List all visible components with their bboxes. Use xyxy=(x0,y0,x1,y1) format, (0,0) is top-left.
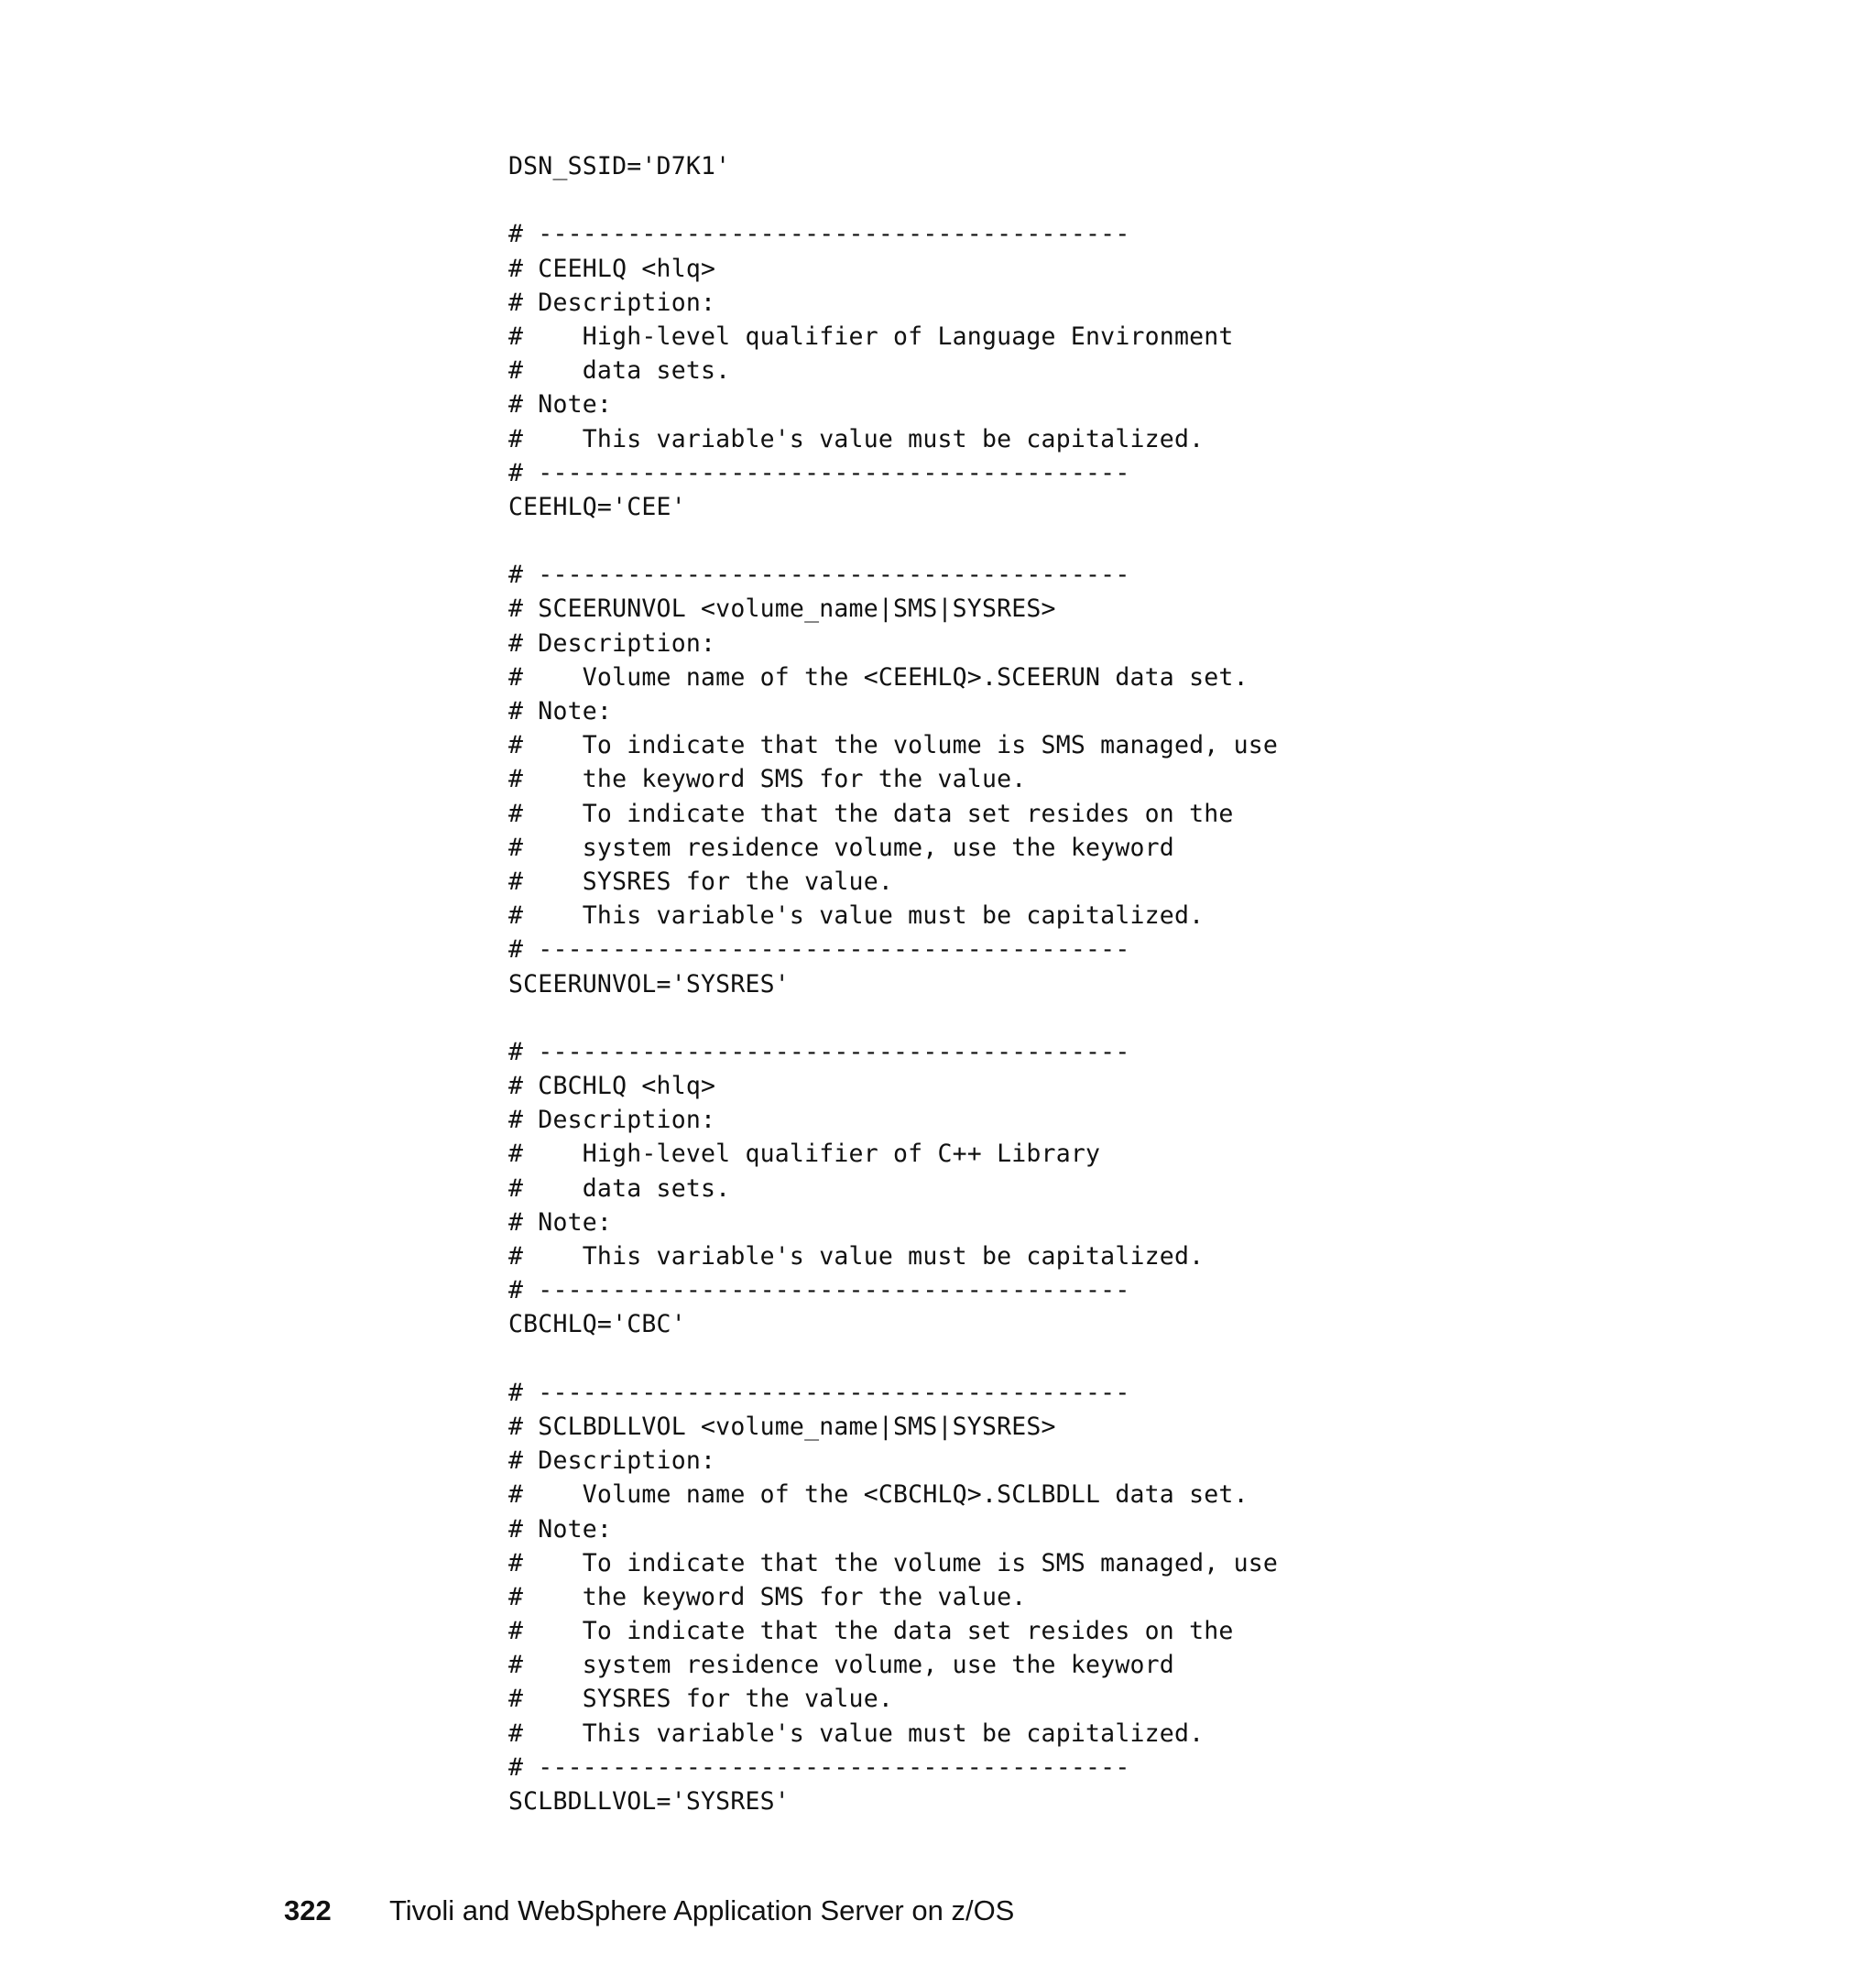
code-line: # ---------------------------------------- xyxy=(508,1037,1130,1066)
code-line xyxy=(508,183,1608,217)
code-line: SCEERUNVOL='SYSRES' xyxy=(508,969,790,998)
code-line: # system residence volume, use the keyword xyxy=(508,833,1174,862)
code-line: # To indicate that the data set resides on the xyxy=(508,1617,1234,1646)
code-line: # Note: xyxy=(508,1207,613,1237)
code-line: DSN_SSID='D7K1' xyxy=(508,152,731,180)
code-line: # SCLBDLLVOL <volume_name|SMS|SYSRES> xyxy=(508,1412,1056,1441)
code-line: # Volume name of the <CBCHLQ>.SCLBDLL data set. xyxy=(508,1480,1249,1510)
code-line: # To indicate that the volume is SMS managed, use xyxy=(508,1548,1279,1577)
code-line: # data sets. xyxy=(508,1173,731,1203)
book-title: Tivoli and WebSphere Application Server on z/OS xyxy=(389,1894,1015,1926)
code-line: # ---------------------------------------- xyxy=(508,1276,1130,1305)
page-number: 322 xyxy=(284,1894,332,1926)
code-line: # ---------------------------------------- xyxy=(508,458,1130,487)
code-line: # SYSRES for the value. xyxy=(508,1685,894,1714)
code-line: # data sets. xyxy=(508,356,731,386)
code-line: # This variable's value must be capitalized. xyxy=(508,901,1205,931)
code-line: # Volume name of the <CEEHLQ>.SCEERUN data set. xyxy=(508,662,1249,692)
code-line: # To indicate that the data set resides on the xyxy=(508,799,1234,828)
code-line: # system residence volume, use the keyword xyxy=(508,1651,1174,1680)
page-footer xyxy=(284,1893,1014,1929)
code-line: # ---------------------------------------- xyxy=(508,220,1130,249)
code-line xyxy=(508,524,1608,558)
code-line: # SYSRES for the value. xyxy=(508,867,894,896)
code-line: # ---------------------------------------- xyxy=(508,1752,1130,1782)
code-listing xyxy=(508,149,1608,1818)
code-line xyxy=(508,1001,1608,1035)
code-line xyxy=(508,1342,1608,1376)
code-line: CEEHLQ='CEE' xyxy=(508,492,686,521)
code-line: # Description: xyxy=(508,1446,716,1476)
code-line: CBCHLQ='CBC' xyxy=(508,1310,686,1339)
code-line: # This variable's value must be capitalized. xyxy=(508,424,1205,453)
code-line: # Note: xyxy=(508,390,613,420)
code-line: # SCEERUNVOL <volume_name|SMS|SYSRES> xyxy=(508,595,1056,624)
code-line: # ---------------------------------------- xyxy=(508,561,1130,590)
code-line: # ---------------------------------------- xyxy=(508,1378,1130,1407)
code-line: # Description: xyxy=(508,628,716,658)
code-line: SCLBDLLVOL='SYSRES' xyxy=(508,1787,790,1816)
code-line: # Note: xyxy=(508,697,613,726)
code-line: # This variable's value must be capitalized. xyxy=(508,1242,1205,1271)
code-line: # the keyword SMS for the value. xyxy=(508,765,1027,794)
code-line: # Description: xyxy=(508,288,716,317)
code-line: # High-level qualifier of C++ Library xyxy=(508,1140,1101,1169)
code-line: # Note: xyxy=(508,1514,613,1544)
code-line: # This variable's value must be capitalized. xyxy=(508,1719,1205,1748)
code-line: # CBCHLQ <hlq> xyxy=(508,1072,716,1101)
code-line: # Description: xyxy=(508,1106,716,1135)
code-line: # the keyword SMS for the value. xyxy=(508,1582,1027,1611)
code-line: # High-level qualifier of Language Environment xyxy=(508,322,1234,351)
code-line: # CEEHLQ <hlq> xyxy=(508,254,716,283)
code-line: # To indicate that the volume is SMS managed, use xyxy=(508,731,1279,760)
code-line: # ---------------------------------------- xyxy=(508,935,1130,965)
